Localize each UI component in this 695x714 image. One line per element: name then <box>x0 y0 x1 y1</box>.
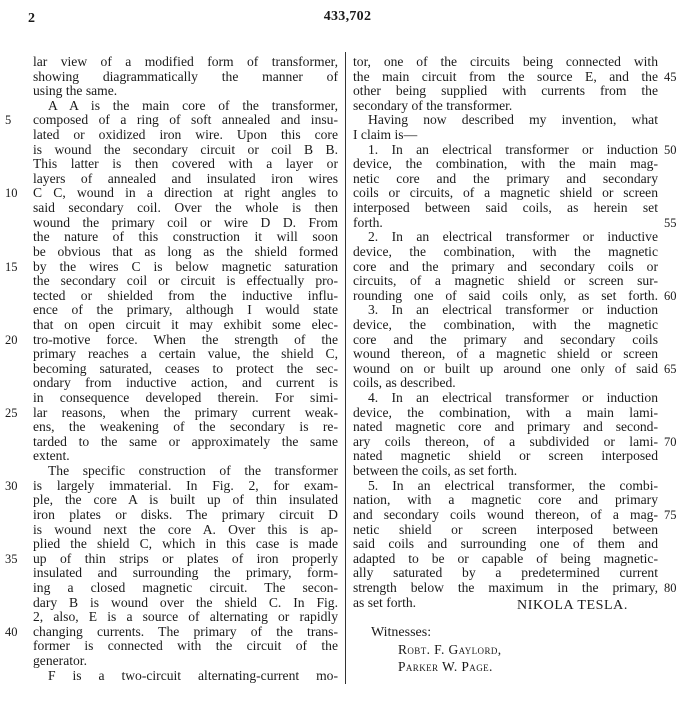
text-line <box>33 639 338 654</box>
witness-name: Parker W. Page. <box>398 659 493 674</box>
text-line <box>33 537 338 552</box>
text-line <box>353 260 658 275</box>
line-text: be obvious that as long as the shield formed <box>33 243 338 259</box>
text-line <box>353 464 658 479</box>
text-line <box>33 245 338 260</box>
line-text: ally saturated by a predetermined current <box>353 565 658 581</box>
text-line <box>5 258 338 275</box>
line-text: showing diagrammatically the manner of <box>33 68 338 84</box>
line-text: between the coils, as set forth. <box>353 463 518 479</box>
line-text: A A is the main core of the transformer, <box>48 97 338 113</box>
line-text: ens, the weakening of the secondary is re- <box>33 419 338 435</box>
line-text: secondary of the transformer. <box>353 97 513 113</box>
witnesses-label: Witnesses: <box>371 625 432 640</box>
text-line <box>353 552 658 567</box>
line-number: 20 <box>5 332 18 347</box>
line-text: changing currents. The primary of the trans- <box>33 623 338 639</box>
line-text: as set forth. <box>353 594 417 610</box>
line-text: tected or shielded from the inductive influ- <box>33 287 338 303</box>
line-text: forth. <box>353 214 383 230</box>
line-text: coils, as described. <box>353 375 456 391</box>
text-line <box>33 289 338 304</box>
text-line <box>33 230 338 245</box>
text-line <box>33 84 338 99</box>
line-text: F is a two-circuit alternating-current mo- <box>48 667 338 683</box>
text-line <box>353 579 677 596</box>
line-number: 65 <box>664 361 677 376</box>
text-line <box>353 333 658 348</box>
line-text: tro-motive force. When the strength of the <box>33 331 338 347</box>
line-text: plied the shield C, which in this case is made <box>33 536 338 552</box>
text-line <box>33 376 338 391</box>
text-line <box>33 143 338 158</box>
text-line <box>5 477 338 494</box>
line-text: tor, one of the circuits being connected with <box>353 54 658 69</box>
line-text: primary reaches a certain value, the shield C, <box>33 346 338 362</box>
line-text: up of thin strips or plates of iron properly <box>33 550 338 566</box>
text-line <box>353 449 658 464</box>
line-number: 25 <box>5 405 18 420</box>
text-line <box>33 523 338 538</box>
text-line <box>353 523 658 538</box>
text-line <box>353 493 658 508</box>
text-line <box>33 391 338 406</box>
inventor-signature: NIKOLA TESLA. <box>517 598 628 613</box>
line-number: 70 <box>664 434 677 449</box>
line-text: ing a closed magnetic circuit. The secon- <box>33 579 338 595</box>
text-line <box>353 566 658 581</box>
line-text: core and the primary and secondary coils <box>353 331 658 347</box>
text-line <box>353 318 658 333</box>
text-line <box>33 70 338 85</box>
line-number: 35 <box>5 551 18 566</box>
line-text: coils or circuits, of a magnetic shield or screen <box>353 185 658 201</box>
text-line <box>353 157 658 172</box>
text-line <box>353 55 658 70</box>
line-text: circuits, of a magnetic shield or screen sur- <box>353 273 658 289</box>
line-number: 60 <box>664 288 677 303</box>
text-line <box>353 201 658 216</box>
text-line <box>33 303 338 318</box>
line-text: netic shield or screen interposed between <box>353 521 658 537</box>
column-divider <box>345 52 346 684</box>
line-text: device, the combination, with a main lami- <box>353 404 658 420</box>
line-text: 4. In an electrical transformer or induction <box>368 390 658 406</box>
line-text: said coils and surrounding one of them and <box>353 536 658 552</box>
line-text: former is connected with the circuit of the <box>33 638 338 654</box>
text-line <box>353 245 658 260</box>
line-text: rounding one of said coils only, as set forth. <box>353 287 658 303</box>
text-line <box>353 376 658 391</box>
text-line <box>5 185 338 201</box>
text-line <box>353 287 677 304</box>
line-text: using the same. <box>33 83 118 99</box>
page-number: 2 <box>28 11 35 26</box>
text-line <box>353 99 658 114</box>
left-text-column <box>5 54 338 683</box>
line-text: device, the combination, with the magnetic <box>353 316 658 332</box>
witness-name: Robt. F. Gaylord, <box>398 642 502 657</box>
line-text: composed of a ring of soft annealed and insu- <box>33 112 338 128</box>
line-text: and secondary coils wound thereon, of a mag- <box>353 506 658 522</box>
line-text: Having now described my invention, what <box>368 112 658 128</box>
line-text: nated magnetic core and primary and second- <box>353 419 658 435</box>
line-text: extent. <box>33 448 70 464</box>
text-line <box>353 506 677 523</box>
text-line <box>33 566 338 581</box>
line-text: ence of the primary, although I would state <box>33 302 338 318</box>
line-text: ple, the core A is built up of thin insulated <box>33 492 338 508</box>
text-line <box>33 128 338 143</box>
line-text: interposed between said coils, as herein set <box>353 200 658 216</box>
text-line <box>33 318 338 333</box>
line-text: lar view of a modified form of transformer, <box>33 54 338 69</box>
text-line <box>353 172 658 187</box>
text-line <box>353 274 658 289</box>
line-text: becoming saturated, ceases to protect the sec- <box>33 360 338 376</box>
line-text: the nature of this construction it will soon <box>33 229 338 245</box>
text-line <box>33 464 338 479</box>
text-line <box>33 493 338 508</box>
text-line <box>353 68 677 85</box>
text-line <box>33 172 338 187</box>
text-line <box>353 347 658 362</box>
line-text: iron plates or disks. The primary circuit D <box>33 506 338 522</box>
text-line <box>33 610 338 625</box>
line-text: netic core and the primary and secondary <box>353 170 658 186</box>
line-text: C C, wound in a direction at right angles to <box>33 185 338 201</box>
text-line <box>353 214 677 231</box>
line-text: 1. In an electrical transformer or induction <box>368 141 658 157</box>
text-line <box>5 550 338 567</box>
line-text: the secondary coil or circuit is effectually pro- <box>33 273 338 289</box>
text-line <box>353 186 658 201</box>
line-text: This latter is then covered with a layer or <box>33 156 338 172</box>
text-line <box>353 113 658 128</box>
text-line <box>353 128 658 143</box>
line-text: device, the combination, with the main mag- <box>353 156 658 172</box>
line-number: 50 <box>664 142 677 157</box>
line-text: the main circuit from the source E, and the <box>353 68 658 84</box>
line-text: 2. In an electrical transformer or inductive <box>368 229 658 245</box>
text-line <box>33 201 338 216</box>
line-text: 3. In an electrical transformer or induction <box>368 302 658 318</box>
line-number: 40 <box>5 624 18 639</box>
text-line <box>353 303 658 318</box>
text-line <box>353 406 658 421</box>
line-text: strength below the maximum in the primary, <box>353 579 658 595</box>
text-line <box>353 433 677 450</box>
line-number: 75 <box>664 507 677 522</box>
text-line <box>353 420 658 435</box>
text-line <box>33 274 338 289</box>
text-line <box>33 669 338 684</box>
line-text: generator. <box>33 652 87 668</box>
text-line <box>353 141 677 158</box>
text-line <box>33 55 338 70</box>
line-text: tarded to the same or approximately the same <box>33 433 338 449</box>
line-text: said secondary coil. Over the whole is then <box>33 200 338 216</box>
line-text: I claim is— <box>353 127 418 143</box>
text-line <box>353 391 658 406</box>
text-line <box>33 654 338 669</box>
text-line <box>5 623 338 640</box>
line-text: by the wires C is below magnetic saturation <box>33 258 338 274</box>
text-line <box>33 216 338 231</box>
line-text: wound thereon, of a magnetic shield or screen <box>353 346 658 362</box>
patent-number: 433,702 <box>323 9 372 24</box>
line-number: 5 <box>5 113 12 128</box>
line-text: ondary from inductive action, and current is <box>33 375 338 391</box>
text-line <box>5 404 338 421</box>
line-text: device, the combination, with the magnetic <box>353 243 658 259</box>
line-text: wound on or built up around one only of said <box>353 360 658 376</box>
line-number: 30 <box>5 478 18 493</box>
text-line <box>33 508 338 523</box>
line-text: insulated and surrounding the primary, form- <box>33 565 338 581</box>
text-line <box>33 362 338 377</box>
line-number: 10 <box>5 186 18 201</box>
line-number: 15 <box>5 259 18 274</box>
line-number: 45 <box>664 69 677 84</box>
line-text: 2, also, E is a source of alternating or rapidly <box>33 609 338 625</box>
line-text: lar reasons, when the primary current weak- <box>33 404 338 420</box>
text-line <box>353 84 658 99</box>
line-text: nation, with a magnetic core and primary <box>353 492 658 508</box>
line-text: layers of annealed and insulated iron wires <box>33 170 338 186</box>
text-line <box>33 420 338 435</box>
line-text: is largely immaterial. In Fig. 2, for exam- <box>33 477 338 493</box>
text-line <box>353 230 658 245</box>
line-number: 80 <box>664 580 677 595</box>
text-line <box>5 331 338 348</box>
text-line <box>33 596 338 611</box>
line-text: The specific construction of the transformer <box>48 463 338 479</box>
line-number: 55 <box>664 215 677 230</box>
text-line <box>33 435 338 450</box>
line-text: core and the primary and secondary coils or <box>353 258 658 274</box>
text-line <box>33 449 338 464</box>
line-text: wound the primary coil or wire D D. From <box>33 214 338 230</box>
line-text: lated or oxidized iron wire. Upon this core <box>33 127 338 143</box>
text-line <box>33 99 338 114</box>
text-line <box>33 157 338 172</box>
text-line <box>33 347 338 362</box>
right-text-column <box>353 54 677 610</box>
text-line <box>5 112 338 128</box>
line-text: in consequence developed therein. For simi- <box>33 390 338 406</box>
line-text: is wound next the core A. Over this is ap- <box>33 521 338 537</box>
text-line <box>353 537 658 552</box>
text-line <box>33 581 338 596</box>
line-text: that on open circuit it may exhibit some elec- <box>33 316 338 332</box>
text-line <box>353 479 658 494</box>
line-text: ary coils thereon, of a subdivided or lami- <box>353 433 658 449</box>
line-text: adapted to be or capable of being magnetic- <box>353 550 658 566</box>
line-text: is wound the secondary circuit or coil B B. <box>33 141 338 157</box>
line-text: nated magnetic shield or screen interposed <box>353 448 658 464</box>
line-text: 5. In an electrical transformer, the combi- <box>368 477 658 493</box>
line-text: other being supplied with currents from the <box>353 83 658 99</box>
text-line <box>353 360 677 377</box>
line-text: dary B is wound over the shield C. In Fig. <box>33 594 338 610</box>
